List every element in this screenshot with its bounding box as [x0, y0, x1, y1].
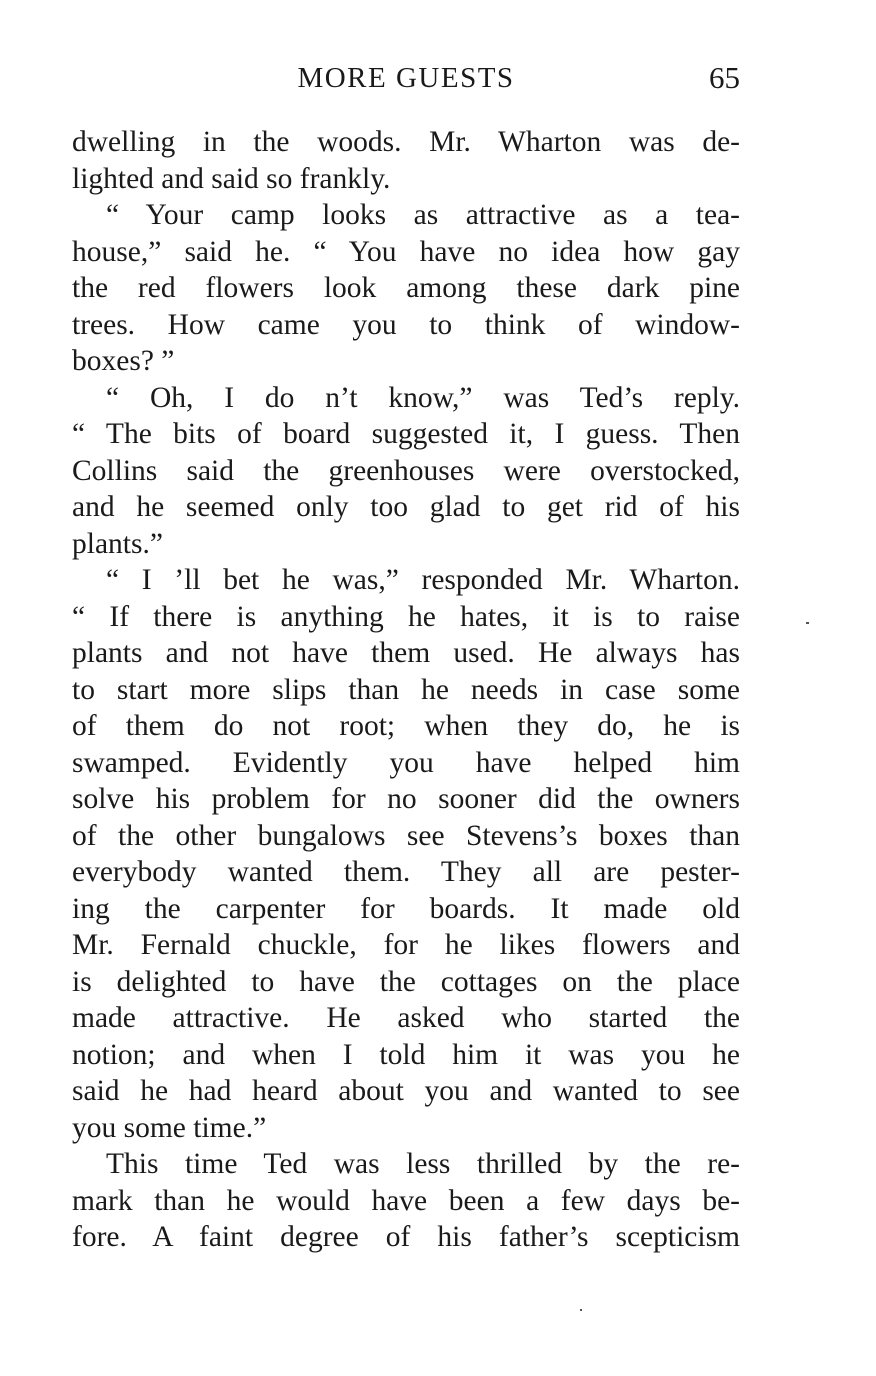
text-line: the red flowers look among these dark pine: [72, 272, 740, 304]
text-line: “ Oh, I do n’t know,” was Ted’s reply.: [106, 381, 740, 414]
text-line: everybody wanted them. They all are pester-: [72, 856, 740, 888]
text-line: made attractive. He asked who started the: [72, 1002, 740, 1034]
text-line: plants.”: [72, 527, 163, 560]
text-line: to start more slips than he needs in case some: [72, 673, 740, 706]
text-line: and he seemed only too glad to get rid of his: [72, 491, 740, 523]
text-line: of them do not root; when they do, he is: [72, 710, 740, 742]
text-line: trees. How came you to think of window-: [72, 308, 740, 341]
text-line: house,” said he. “ You have no idea how gay: [72, 235, 740, 268]
text-line: Collins said the greenhouses were overstocked,: [72, 454, 740, 487]
text-line: solve his problem for no sooner did the owners: [72, 783, 740, 815]
text-line: ing the carpenter for boards. It made old: [72, 892, 740, 925]
scan-speck: [580, 1309, 582, 1311]
text-line: “ If there is anything he hates, it is to raise: [72, 600, 740, 633]
text-line: “ I ’ll bet he was,” responded Mr. Wharton.: [106, 564, 740, 596]
text-line: “ Your camp looks as attractive as a tea-: [106, 199, 740, 231]
text-line: fore. A faint degree of his father’s scepticism: [72, 1221, 740, 1253]
text-line: Mr. Fernald chuckle, for he likes flowers and: [72, 929, 740, 961]
text-line: of the other bungalows see Stevens’s boxes than: [72, 819, 740, 852]
body-text: [72, 124, 740, 1256]
running-title: MORE GUESTS: [297, 62, 515, 94]
text-line: notion; and when I told him it was you he: [72, 1038, 740, 1071]
text-line: “ The bits of board suggested it, I guess. Then: [72, 418, 740, 450]
text-line: dwelling in the woods. Mr. Wharton was de-: [72, 126, 740, 158]
text-line: lighted and said so frankly.: [72, 162, 391, 195]
text-line: swamped. Evidently you have helped him: [72, 746, 740, 779]
text-line: is delighted to have the cottages on the place: [72, 965, 740, 998]
text-line: mark than he would have been a few days be-: [72, 1184, 740, 1217]
text-line: said he had heard about you and wanted to see: [72, 1075, 740, 1107]
text-line: This time Ted was less thrilled by the re-: [106, 1148, 740, 1180]
running-head: [72, 58, 740, 98]
text-line: plants and not have them used. He always has: [72, 637, 740, 669]
scan-speck: [806, 622, 809, 624]
page-number: 65: [709, 60, 740, 95]
text-line: you some time.”: [72, 1111, 267, 1144]
text-line: boxes? ”: [72, 345, 175, 377]
